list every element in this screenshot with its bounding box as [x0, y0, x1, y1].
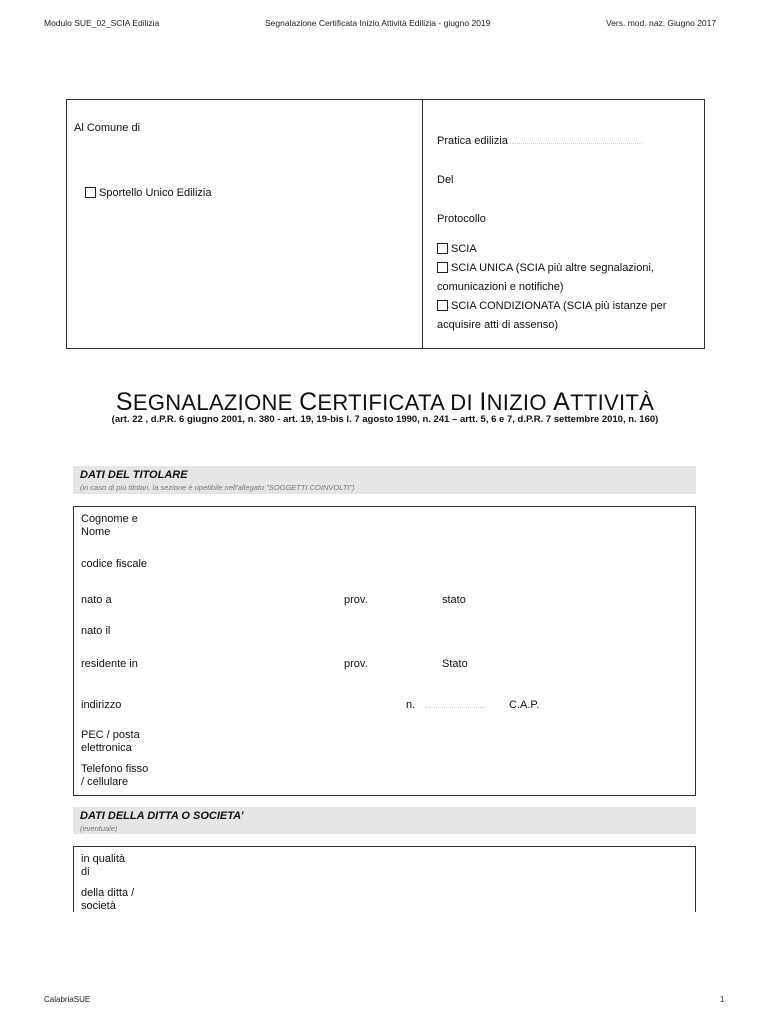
nato-a-label[interactable]: nato a	[81, 594, 112, 606]
codice-fiscale-label[interactable]: codice fiscale	[81, 558, 148, 570]
ditta-heading: DATI DELLA DITTA O SOCIETA’	[80, 810, 244, 822]
pec-label[interactable]	[81, 729, 140, 755]
pec-label-line2: elettronica	[81, 742, 132, 754]
scia-unica-checkbox[interactable]	[437, 262, 448, 273]
in-qualita-label-line2: di	[81, 866, 90, 878]
cognome-nome-label[interactable]	[81, 513, 138, 539]
telefono-label-line1: Telefono fisso	[81, 763, 149, 775]
box-divider	[422, 100, 423, 348]
header-document-title: Segnalazione Certificata Inizio Attività Edilizia - giugno 2019	[265, 18, 491, 28]
numero-civico-label[interactable]	[406, 699, 485, 712]
ditta-societa-label[interactable]	[81, 887, 134, 913]
option-scia[interactable]	[437, 243, 477, 255]
ditta-societa-label-line1: della ditta /	[81, 887, 135, 899]
scia-condizionata-label: SCIA CONDIZIONATA (SCIA più istanze per	[451, 300, 667, 312]
titolare-heading: DATI DEL TITOLARE	[80, 469, 188, 481]
indirizzo-label[interactable]: indirizzo	[81, 699, 122, 711]
sportello-checkbox[interactable]	[85, 187, 96, 198]
sportello-label: Sportello Unico Edilizia	[99, 187, 212, 199]
scia-unica-label-cont: comunicazioni e notifiche)	[437, 281, 564, 293]
header-module-code: Modulo SUE_02_SCIA Edilizia	[44, 18, 160, 28]
scia-label: SCIA	[451, 243, 477, 255]
ditta-note: (eventuale)	[80, 824, 118, 833]
header-version: Vers. mod. naz. Giugno 2017	[606, 18, 717, 28]
ditta-section-header	[73, 807, 696, 834]
telefono-label[interactable]	[81, 763, 148, 789]
pratica-edilizia-field[interactable]	[437, 135, 642, 147]
pratica-input-line[interactable]	[512, 135, 642, 144]
del-label: Del	[437, 174, 454, 186]
legal-references: (art. 22 , d.P.R. 6 giugno 2001, n. 380 - art. 19, 19-bis l. 7 agosto 1990, n. 241 – artt. 5, 6 e 7, d.P.R. 7 settembre 2010, n. 160)	[111, 414, 659, 425]
footer-brand: CalabriaSUE	[44, 995, 91, 1004]
stato-nascita-label[interactable]: stato	[442, 594, 466, 606]
in-qualita-label-line1: in qualità	[81, 853, 126, 865]
cognome-nome-label-line1: Cognome e	[81, 513, 138, 525]
cap-label[interactable]: C.A.P.	[509, 699, 540, 711]
ditta-societa-label-line2: società	[81, 900, 116, 912]
sportello-option[interactable]	[85, 187, 212, 199]
option-scia-condizionata[interactable]	[437, 300, 666, 312]
cognome-nome-label-line2: Nome	[81, 526, 111, 538]
nato-il-label[interactable]: nato il	[81, 625, 111, 637]
scia-checkbox[interactable]	[437, 243, 448, 254]
numero-label-text: n.	[406, 699, 416, 711]
scia-unica-label: SCIA UNICA (SCIA più altre segnalazioni,	[451, 262, 654, 274]
ditta-form	[73, 846, 696, 912]
document-title: SEGNALAZIONE CERTIFICATA DI INIZIO ATTIVITÀ	[115, 388, 655, 416]
stato-residenza-label[interactable]: Stato	[442, 658, 468, 670]
titolare-note: (in caso di più titolari, la sezione è ripetibile nell'allegato "SOGGETTI COINVOLTI")	[80, 483, 355, 492]
protocollo-label: Protocollo	[437, 213, 486, 225]
pratica-label: Pratica edilizia	[437, 135, 508, 147]
prov-residenza-label[interactable]: prov.	[344, 658, 368, 670]
page-number: 1	[720, 995, 725, 1004]
titolare-form	[73, 506, 696, 796]
recipient-box	[66, 99, 705, 349]
scia-condizionata-checkbox[interactable]	[437, 300, 448, 311]
comune-label: Al Comune di	[74, 122, 141, 134]
option-scia-unica[interactable]	[437, 262, 654, 274]
numero-input-line[interactable]	[425, 699, 485, 708]
scia-condizionata-label-cont: acquisire atti di assenso)	[437, 319, 559, 331]
titolare-section-header	[73, 466, 696, 494]
telefono-label-line2: / cellulare	[81, 776, 129, 788]
prov-nascita-label[interactable]: prov.	[344, 594, 368, 606]
in-qualita-label[interactable]	[81, 853, 125, 879]
residente-in-label[interactable]: residente in	[81, 658, 138, 670]
pec-label-line1: PEC / posta	[81, 729, 140, 741]
